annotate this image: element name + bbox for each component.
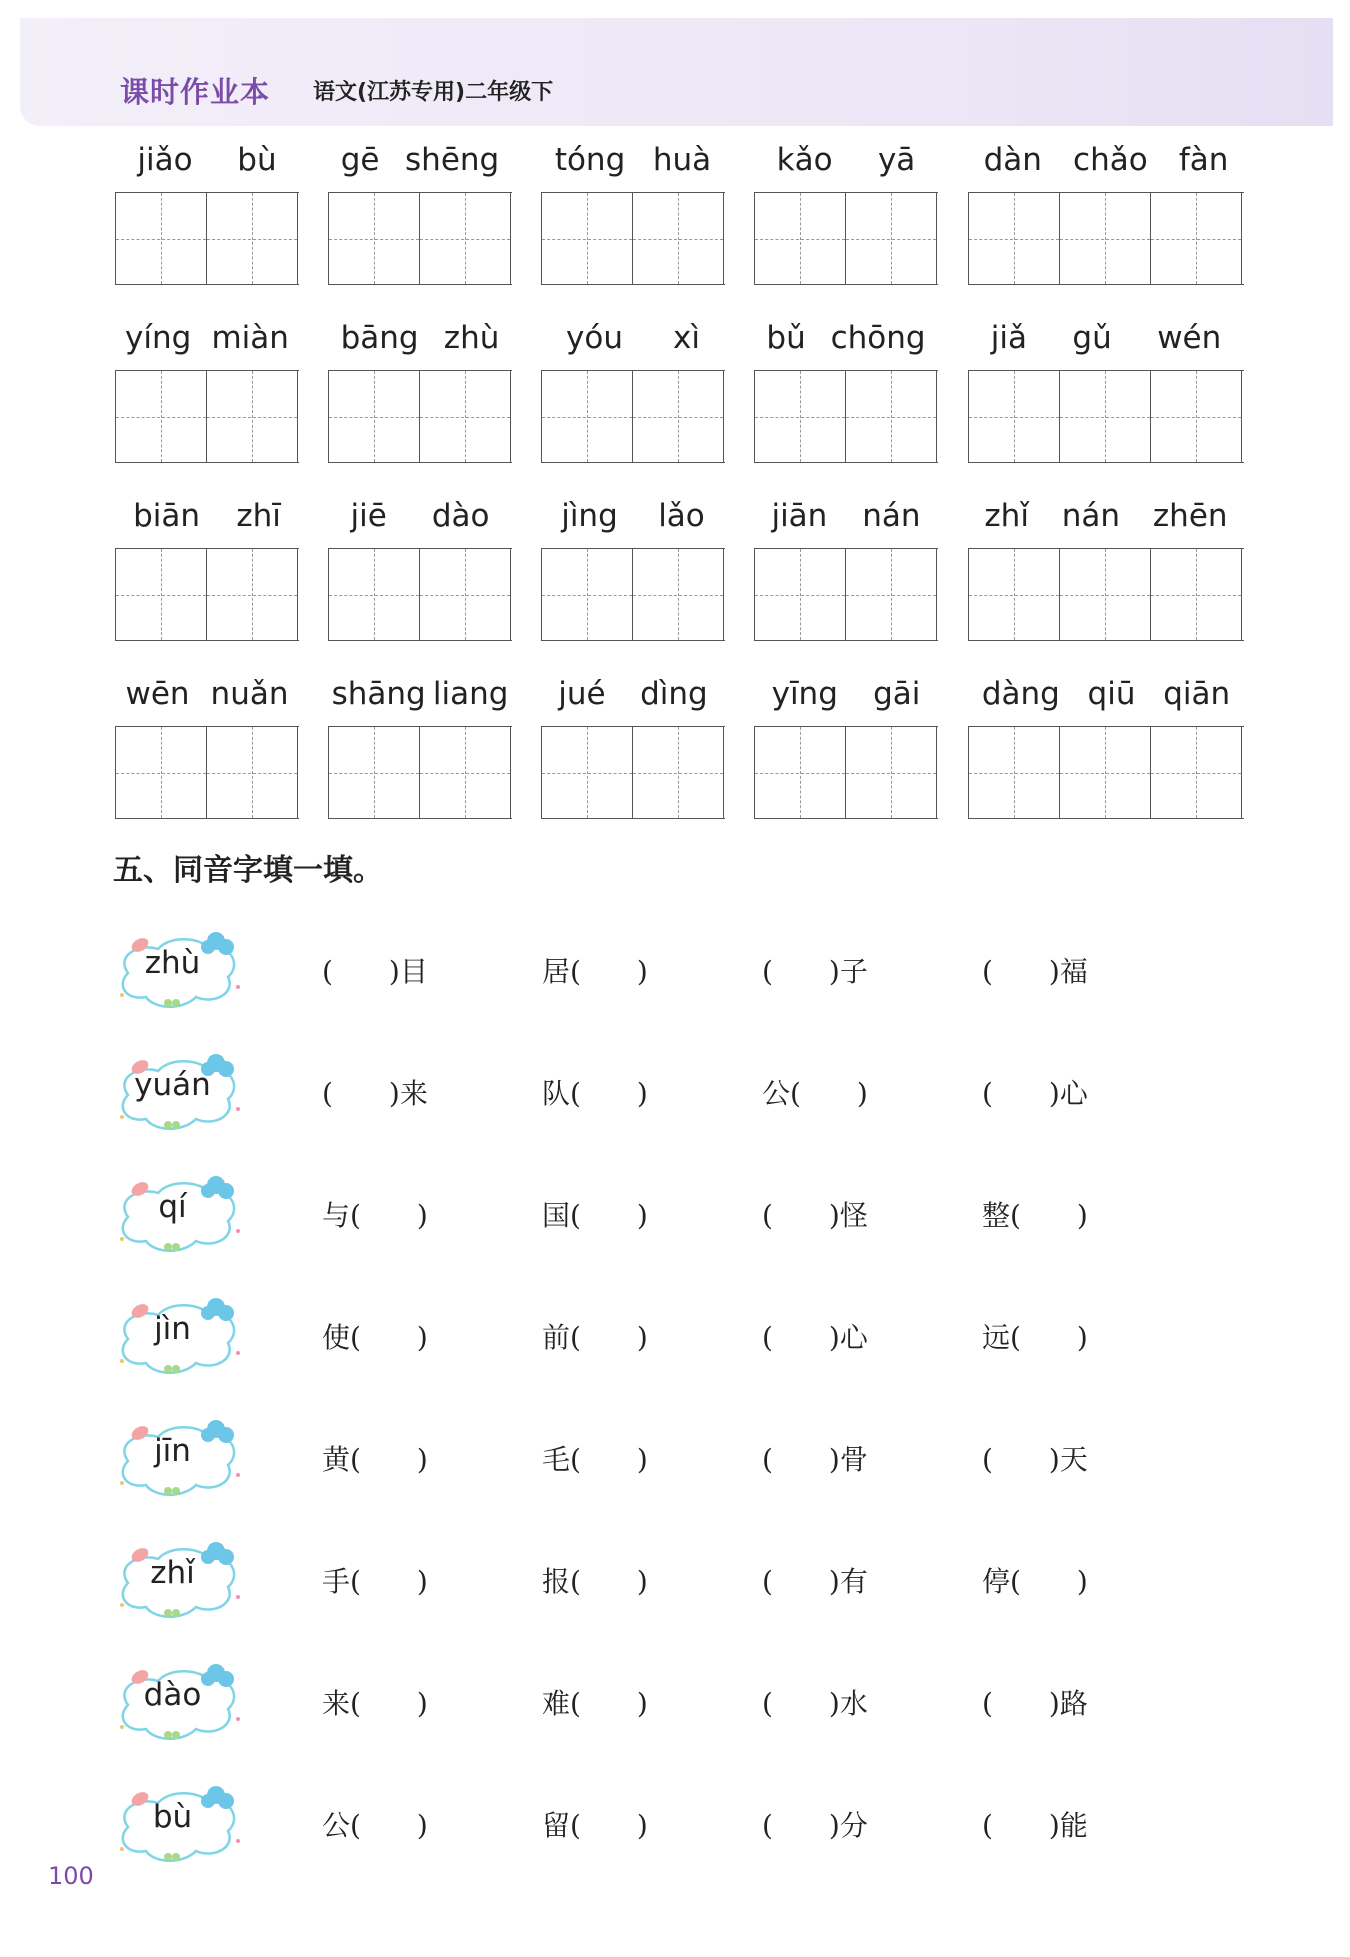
pinyin-syllable: zhī [236,498,281,534]
homophone-pinyin: yuán [134,1067,211,1103]
word-group [541,140,725,285]
fill-blank-item[interactable]: 毛( ) [542,1443,648,1476]
tianzige-boxes [968,548,1244,641]
homophone-row [110,1047,1260,1137]
pinyin-syllable: biān [133,498,201,534]
writing-cell[interactable] [116,371,207,462]
tianzige-boxes [754,548,938,641]
homophone-pinyin: zhǐ [150,1555,195,1591]
pinyin-syllable: kǎo [776,142,833,178]
fill-blank-item[interactable]: 公( ) [762,1077,868,1110]
pinyin-syllable: nuǎn [210,676,289,712]
pinyin-syllable: shāng [331,676,426,712]
writing-cell[interactable] [542,549,633,640]
fill-blank-item[interactable]: ( )怪 [762,1199,868,1232]
writing-cell[interactable] [846,193,937,284]
word-group [754,140,938,285]
pinyin-line [328,318,512,358]
fill-blank-item[interactable]: 停( ) [982,1565,1088,1598]
fill-blank-item[interactable]: 黄( ) [322,1443,428,1476]
writing-cell[interactable] [1151,549,1242,640]
writing-cell[interactable] [633,549,724,640]
word-group [541,318,725,463]
pinyin-syllable: nán [862,498,921,534]
fill-blank-item[interactable]: ( )骨 [762,1443,868,1476]
writing-cell[interactable] [755,549,846,640]
pinyin-line [541,318,725,358]
word-group [968,674,1244,819]
writing-cell[interactable] [1060,193,1151,284]
pinyin-syllable: gāi [873,676,921,712]
pinyin-syllable: dàng [981,676,1060,712]
pinyin-line [754,496,938,536]
pinyin-syllable: dào [431,498,490,534]
tianzige-boxes [541,370,725,463]
pinyin-line [968,496,1244,536]
writing-cell[interactable] [329,193,420,284]
pinyin-syllable: chōng [830,320,926,356]
homophone-pinyin: dào [143,1677,202,1713]
writing-cell[interactable] [207,727,298,818]
writing-cell[interactable] [633,371,724,462]
writing-cell[interactable] [116,727,207,818]
pinyin-syllable: yā [877,142,916,178]
pinyin-syllable: yíng [125,320,192,356]
writing-cell[interactable] [207,193,298,284]
writing-cell[interactable] [542,371,633,462]
pinyin-syllable: dìng [640,676,708,712]
homophone-row [110,1413,1260,1503]
section-title: 五、同音字填一填。 [113,853,383,888]
fill-blank-item[interactable]: 队( ) [542,1077,648,1110]
pinyin-syllable: jué [558,676,606,712]
writing-cell[interactable] [633,193,724,284]
pinyin-syllable: bù [237,142,277,178]
pinyin-syllable: jiǎo [137,142,193,178]
writing-cell[interactable] [1060,727,1151,818]
pinyin-syllable: zhǐ [984,498,1029,534]
pinyin-line [328,140,512,180]
pinyin-syllable: bǔ [766,320,806,356]
fill-blank-item[interactable]: 前( ) [542,1321,648,1354]
pinyin-syllable: miàn [211,320,289,356]
word-group [754,318,938,463]
writing-cell[interactable] [969,193,1060,284]
pinyin-syllable: zhù [443,320,500,356]
tianzige-boxes [541,726,725,819]
homophone-row [110,1535,1260,1625]
writing-cell[interactable] [420,193,511,284]
book-subtitle: 语文(江苏专用)二年级下 [313,80,554,105]
tianzige-boxes [754,192,938,285]
writing-cell[interactable] [755,193,846,284]
word-group [328,674,512,819]
word-group [968,140,1244,285]
pinyin-syllable: gē [340,142,380,178]
pinyin-line [541,496,725,536]
pinyin-syllable: dàn [983,142,1042,178]
fill-blank-item[interactable]: 居( ) [542,955,648,988]
writing-cell[interactable] [969,549,1060,640]
tianzige-boxes [968,192,1244,285]
pinyin-syllable: liang [432,676,509,712]
pinyin-syllable: chǎo [1073,142,1148,178]
homophone-pinyin: jìn [154,1311,191,1347]
writing-cell[interactable] [420,371,511,462]
fill-blank-item[interactable]: ( )来 [322,1077,428,1110]
fill-blank-item[interactable]: 来( ) [322,1687,428,1720]
fill-blank-item[interactable]: 远( ) [982,1321,1088,1354]
word-group [754,496,938,641]
word-group [541,674,725,819]
writing-cell[interactable] [969,727,1060,818]
pinyin-line [328,674,512,714]
fill-blank-item[interactable]: ( )水 [762,1687,868,1720]
pinyin-line [968,140,1244,180]
pinyin-line [968,674,1244,714]
fill-blank-item[interactable]: ( )天 [982,1443,1088,1476]
pinyin-line [115,496,299,536]
pinyin-line [328,496,512,536]
writing-cell[interactable] [420,727,511,818]
pinyin-line [115,674,299,714]
fill-blank-item[interactable]: 国( ) [542,1199,648,1232]
pinyin-syllable: wēn [125,676,190,712]
fill-blank-item[interactable]: ( )心 [982,1077,1088,1110]
fill-blank-item[interactable]: ( )福 [982,955,1088,988]
writing-cell[interactable] [1151,371,1242,462]
pinyin-syllable: yóu [566,320,623,356]
writing-cell[interactable] [329,549,420,640]
tianzige-boxes [115,370,299,463]
word-group [541,496,725,641]
tianzige-boxes [541,192,725,285]
word-group [115,318,299,463]
writing-cell[interactable] [846,727,937,818]
fill-blank-item[interactable]: ( )能 [982,1809,1088,1842]
word-group [968,496,1244,641]
pinyin-syllable: jìng [561,498,618,534]
tianzige-boxes [328,370,512,463]
writing-cell[interactable] [116,193,207,284]
fill-blank-item[interactable]: ( )路 [982,1687,1088,1720]
word-group [328,496,512,641]
homophone-pinyin: bù [152,1799,193,1835]
word-group [968,318,1244,463]
writing-cell[interactable] [420,549,511,640]
word-group [328,318,512,463]
pinyin-syllable: qiān [1163,676,1231,712]
writing-cell[interactable] [542,727,633,818]
writing-cell[interactable] [755,371,846,462]
writing-cell[interactable] [329,727,420,818]
fill-blank-item[interactable]: 与( ) [322,1199,428,1232]
pinyin-line [115,140,299,180]
tianzige-boxes [754,370,938,463]
tianzige-boxes [328,548,512,641]
writing-cell[interactable] [1060,371,1151,462]
pinyin-line [754,140,938,180]
homophone-row [110,1169,1260,1259]
fill-blank-item[interactable]: ( )子 [762,955,868,988]
homophone-pinyin: zhù [144,945,201,981]
pinyin-syllable: lǎo [658,498,705,534]
pinyin-syllable: xì [673,320,700,356]
tianzige-boxes [754,726,938,819]
pinyin-syllable: yīng [771,676,838,712]
writing-cell[interactable] [969,371,1060,462]
homophone-row [110,1779,1260,1869]
writing-cell[interactable] [116,549,207,640]
writing-cell[interactable] [846,549,937,640]
writing-cell[interactable] [542,193,633,284]
homophone-pinyin: qí [158,1189,187,1225]
fill-blank-item[interactable]: 难( ) [542,1687,648,1720]
fill-blank-item[interactable]: 留( ) [542,1809,648,1842]
word-group [115,674,299,819]
fill-blank-item[interactable]: 公( ) [322,1809,428,1842]
fill-blank-item[interactable]: 手( ) [322,1565,428,1598]
pinyin-syllable: wén [1157,320,1222,356]
page-number: 100 [48,1862,94,1890]
fill-blank-item[interactable]: 使( ) [322,1321,428,1354]
writing-cell[interactable] [755,727,846,818]
writing-cell[interactable] [1151,193,1242,284]
word-group [115,496,299,641]
fill-blank-item[interactable]: ( )心 [762,1321,868,1354]
tianzige-boxes [968,370,1244,463]
tianzige-boxes [115,192,299,285]
pinyin-line [541,140,725,180]
pinyin-line [968,318,1244,358]
tianzige-boxes [968,726,1244,819]
pinyin-line [115,318,299,358]
homophone-pinyin: jīn [154,1433,191,1469]
writing-cell[interactable] [1060,549,1151,640]
writing-cell[interactable] [207,371,298,462]
tianzige-boxes [115,548,299,641]
tianzige-boxes [115,726,299,819]
fill-blank-item[interactable]: 整( ) [982,1199,1088,1232]
pinyin-syllable: gǔ [1072,320,1112,356]
pinyin-line [754,674,938,714]
homophone-row [110,1291,1260,1381]
word-group [754,674,938,819]
pinyin-line [754,318,938,358]
book-title: 课时作业本 [120,75,271,109]
pinyin-syllable: nán [1061,498,1121,534]
homophone-row [110,925,1260,1015]
writing-cell[interactable] [633,727,724,818]
pinyin-syllable: jiǎ [990,320,1027,356]
pinyin-syllable: huà [652,142,712,178]
tianzige-boxes [541,548,725,641]
word-group [115,140,299,285]
pinyin-syllable: jiān [771,498,828,534]
homophone-row [110,1657,1260,1747]
fill-blank-item[interactable]: ( )目 [322,955,428,988]
fill-blank-item[interactable]: ( )有 [762,1565,868,1598]
fill-blank-item[interactable]: 报( ) [542,1565,648,1598]
pinyin-syllable: bāng [340,320,419,356]
pinyin-line [541,674,725,714]
pinyin-syllable: shēng [405,142,500,178]
writing-cell[interactable] [846,371,937,462]
writing-cell[interactable] [207,549,298,640]
tianzige-boxes [328,726,512,819]
writing-cell[interactable] [1151,727,1242,818]
pinyin-syllable: jiē [350,498,387,534]
pinyin-syllable: zhēn [1152,498,1228,534]
word-group [328,140,512,285]
pinyin-syllable: fàn [1178,142,1229,178]
pinyin-syllable: tóng [554,142,626,178]
pinyin-syllable: qiū [1087,676,1136,712]
fill-blank-item[interactable]: ( )分 [762,1809,868,1842]
tianzige-boxes [328,192,512,285]
writing-cell[interactable] [329,371,420,462]
